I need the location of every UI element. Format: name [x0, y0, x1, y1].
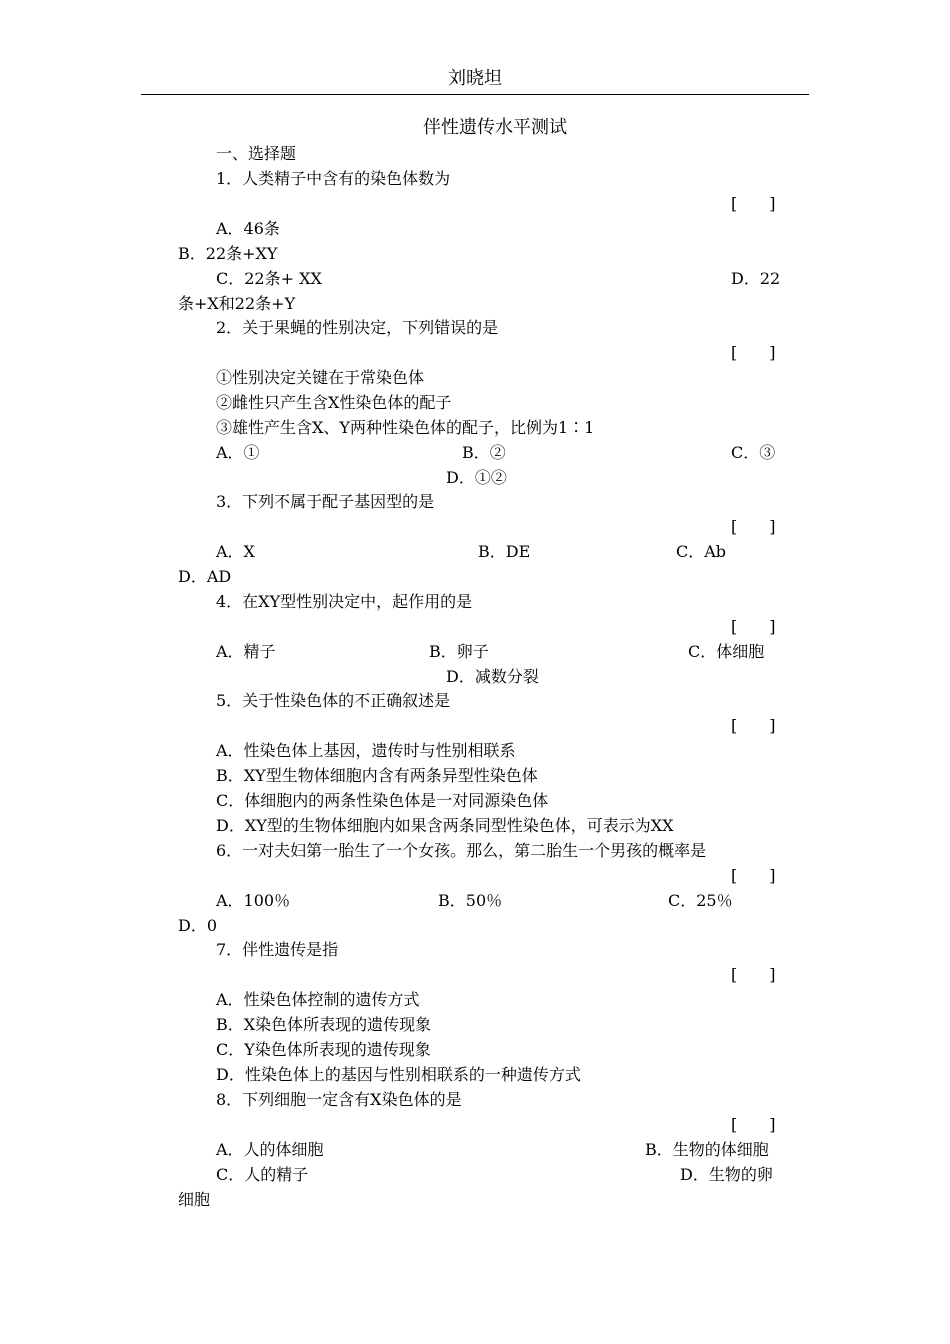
document-title: 伴性遗传水平测试: [423, 117, 567, 138]
q5-option-c: C．体细胞内的两条性染色体是一对同源染色体: [216, 791, 549, 810]
q1-option-d-cont: 条+X和22条+Y: [178, 294, 296, 313]
q3-option-c: C．Ab: [676, 542, 727, 561]
q7-option-a: A．性染色体控制的遗传方式: [216, 990, 420, 1009]
q8-option-a: A．人的体细胞: [216, 1140, 324, 1159]
header-divider: [141, 94, 809, 95]
q2-statement-3: ③雄性产生含X、Y两种性染色体的配子，比例为1∶1: [216, 418, 595, 437]
q3-stem: 3．下列不属于配子基因型的是: [216, 492, 435, 511]
q7-option-b: B．X染色体所表现的遗传现象: [216, 1015, 432, 1034]
q6-option-b: B．50％: [438, 891, 503, 910]
q8-option-d-cont: 细胞: [178, 1190, 211, 1209]
q6-stem: 6．一对夫妇第一胎生了一个女孩。那么，第二胎生一个男孩的概率是: [216, 841, 707, 860]
q4-option-a: A．精子: [216, 642, 276, 661]
q4-answer-bracket: [ ]: [731, 617, 776, 636]
header-author: 刘晓坦: [448, 68, 502, 89]
q7-stem: 7．伴性遗传是指: [216, 940, 339, 959]
q2-answer-bracket: [ ]: [731, 343, 776, 362]
q1-option-b: B．22条+XY: [178, 244, 278, 263]
q4-option-b: B．卵子: [429, 642, 489, 661]
q6-answer-bracket: [ ]: [731, 866, 776, 885]
q6-option-d: D．0: [178, 916, 218, 935]
q8-option-b: B．生物的体细胞: [645, 1140, 769, 1159]
q6-option-a: A．100％: [216, 891, 291, 910]
q1-option-d: D．22: [731, 269, 781, 288]
q5-stem: 5．关于性染色体的不正确叙述是: [216, 691, 451, 710]
q4-stem: 4．在XY型性别决定中，起作用的是: [216, 592, 473, 611]
q4-option-d: D．减数分裂: [446, 667, 539, 686]
q7-option-d: D．性染色体上的基因与性别相联系的一种遗传方式: [216, 1065, 581, 1084]
q8-option-d: D．生物的卵: [680, 1165, 773, 1184]
q5-option-d: D．XY型的生物体细胞内如果含两条同型性染色体，可表示为XX: [216, 816, 674, 835]
q3-answer-bracket: [ ]: [731, 517, 776, 536]
q2-option-d: D．①②: [446, 468, 507, 487]
q6-option-c: C．25％: [668, 891, 733, 910]
q1-stem: 1．人类精子中含有的染色体数为: [216, 169, 451, 188]
q1-option-c: C．22条+ XX: [216, 269, 322, 288]
q2-stem: 2．关于果蝇的性别决定，下列错误的是: [216, 318, 499, 337]
q2-option-c: C．③: [731, 443, 776, 462]
q2-option-b: B．②: [462, 443, 506, 462]
q2-statement-1: ①性别决定关键在于常染色体: [216, 368, 425, 387]
q3-option-d: D．AD: [178, 567, 232, 586]
q5-option-a: A．性染色体上基因，遗传时与性别相联系: [216, 741, 516, 760]
q7-answer-bracket: [ ]: [731, 965, 776, 984]
q8-option-c: C．人的精子: [216, 1165, 309, 1184]
q4-option-c: C．体细胞: [688, 642, 765, 661]
q8-answer-bracket: [ ]: [731, 1115, 776, 1134]
q5-answer-bracket: [ ]: [731, 716, 776, 735]
q8-stem: 8．下列细胞一定含有X染色体的是: [216, 1090, 462, 1109]
q1-answer-bracket: [ ]: [731, 194, 776, 213]
q2-option-a: A．①: [216, 443, 260, 462]
q7-option-c: C．Y染色体所表现的遗传现象: [216, 1040, 431, 1059]
q5-option-b: B．XY型生物体细胞内含有两条异型性染色体: [216, 766, 538, 785]
q2-statement-2: ②雌性只产生含X性染色体的配子: [216, 393, 452, 412]
q1-option-a: A．46条: [216, 219, 280, 238]
section-heading: 一、选择题: [216, 144, 297, 163]
q3-option-a: A．X: [216, 542, 255, 561]
q3-option-b: B．DE: [478, 542, 531, 561]
